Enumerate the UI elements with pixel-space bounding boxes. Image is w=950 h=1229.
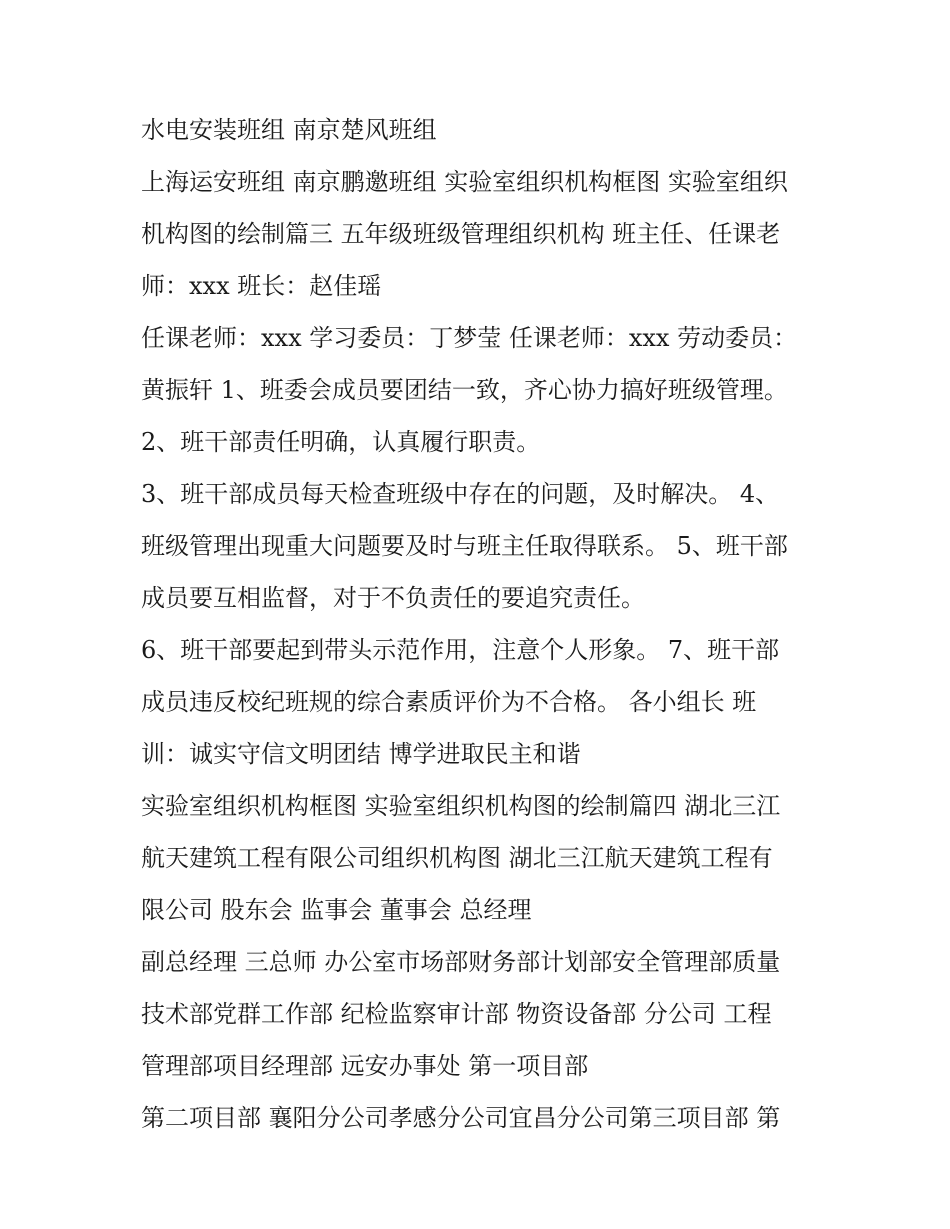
text-line: 限公司 股东会 监事会 董事会 总经理 — [141, 896, 532, 924]
text-line: 成员要互相监督，对于不负责任的要追究责任。 — [141, 584, 645, 612]
text-line: 第二项目部 襄阳分公司孝感分公司宜昌分公司第三项目部 第 — [141, 1104, 781, 1132]
text-line: 上海运安班组 南京鹏邀班组 实验室组织机构框图 实验室组织 — [141, 168, 788, 196]
text-line: 6、班干部要起到带头示范作用，注意个人形象。 7、班干部 — [141, 636, 780, 664]
text-line: 航天建筑工程有限公司组织机构图 湖北三江航天建筑工程有 — [141, 844, 773, 872]
document-body — [141, 110, 821, 1150]
text-line: 任课老师：xxx 学习委员：丁梦莹 任课老师：xxx 劳动委员： — [141, 324, 798, 352]
text-line: 训：诚实守信文明团结 博学进取民主和谐 — [141, 740, 581, 768]
text-line: 成员违反校纪班规的综合素质评价为不合格。 各小组长 班 — [141, 688, 757, 716]
text-line: 2、班干部责任明确，认真履行职责。 — [141, 428, 541, 456]
text-line: 管理部项目经理部 远安办事处 第一项目部 — [141, 1052, 589, 1080]
text-line: 机构图的绘制篇三 五年级班级管理组织机构 班主任、任课老 — [141, 220, 781, 248]
text-line: 实验室组织机构框图 实验室组织机构图的绘制篇四 湖北三江 — [141, 792, 781, 820]
text-line: 黄振轩 1、班委会成员要团结一致，齐心协力搞好班级管理。 — [141, 376, 788, 404]
text-line: 水电安装班组 南京楚风班组 — [141, 116, 437, 144]
text-line: 师：xxx 班长：赵佳瑶 — [141, 272, 382, 300]
text-line: 班级管理出现重大问题要及时与班主任取得联系。 5、班干部 — [141, 532, 788, 560]
text-line: 3、班干部成员每天检查班级中存在的问题，及时解决。 4、 — [141, 480, 780, 508]
text-line: 副总经理 三总师 办公室市场部财务部计划部安全管理部质量 — [141, 948, 781, 976]
text-line: 技术部党群工作部 纪检监察审计部 物资设备部 分公司 工程 — [141, 1000, 772, 1028]
